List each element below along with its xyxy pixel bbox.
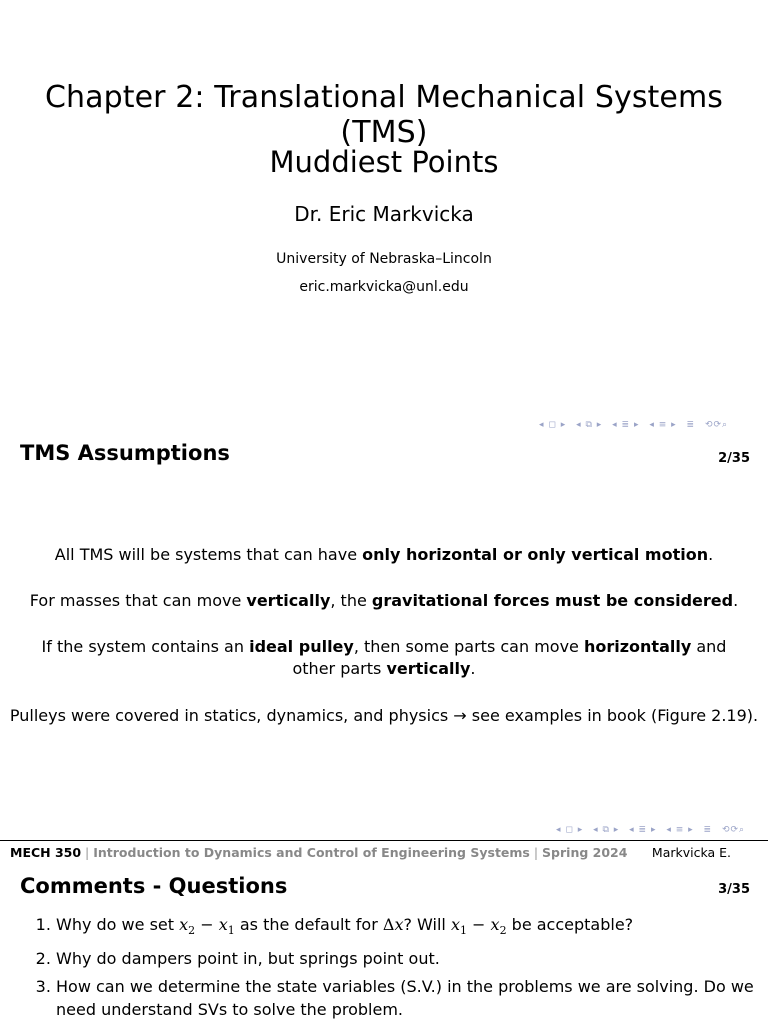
questions-list	[32, 913, 761, 1026]
slide2-title: TMS Assumptions	[20, 441, 230, 465]
beamer-navigation-2	[550, 825, 745, 835]
author-email: eric.markvicka@unl.edu	[299, 279, 469, 295]
course-description: Introduction to Dynamics and Control of Engineering Systems	[93, 845, 530, 860]
nav-section-icon[interactable]: ◂ ≣ ▸	[612, 420, 640, 430]
nav-section-icon[interactable]: ◂ ≣ ▸	[629, 825, 657, 835]
footer-author: Markvicka E.	[651, 845, 731, 860]
assumption-1: All TMS will be systems that can have only horizontal or only vertical motion.	[54, 545, 714, 564]
nav-outline-icon[interactable]: ◂ ≡ ▸	[666, 825, 694, 835]
nav-search-icon[interactable]: ⟲⟳⌕	[704, 420, 729, 430]
course-code: MECH 350	[10, 845, 82, 860]
institution: University of Nebraska–Lincoln	[276, 251, 492, 267]
pulley-note: Pulleys were covered in statics, dynamics, and physics → see examples in book (Figure 2.19).	[9, 706, 759, 725]
author-name: Dr. Eric Markvicka	[294, 202, 474, 226]
question-item: 3. How can we determine the state variables (S.V.) in the problems we are solving. Do we need understand SVs to solve the problem.	[56, 975, 761, 1021]
slide3-title: Comments - Questions	[20, 874, 288, 898]
beamer-navigation-1	[533, 420, 728, 430]
presentation-subtitle: Muddiest Points	[269, 145, 499, 179]
nav-align-icon[interactable]: ≣	[703, 825, 713, 835]
nav-frame-icon[interactable]: ◂ ◻ ▸	[539, 420, 567, 430]
course-term: Spring 2024	[542, 845, 628, 860]
assumption-2: For masses that can move vertically, the gravitational forces must be considered.	[29, 591, 739, 610]
slide2-page-number: 2/35	[718, 451, 750, 466]
question-item: 2. Why do dampers point in, but springs point out.	[56, 947, 761, 970]
nav-frame-icon[interactable]: ◂ ◻ ▸	[556, 825, 584, 835]
footer-course-info: MECH 350 | Introduction to Dynamics and Control of Engineering Systems | Spring 2024	[10, 845, 628, 860]
nav-subsection-icon[interactable]: ◂ ⧉ ▸	[576, 420, 603, 430]
nav-align-icon[interactable]: ≣	[686, 420, 696, 430]
question-item: 1. Why do we set $x_2 - x_1$ as the default for Δx? Will $x_1 - x_2$ be acceptable?	[56, 913, 761, 942]
slide3-page-number: 3/35	[718, 882, 750, 897]
footer-divider	[0, 840, 768, 841]
assumption-3: If the system contains an ideal pulley, then some parts can move horizontally and other parts vertically.	[41, 637, 727, 678]
chapter-title: Chapter 2: Translational Mechanical Systems (TMS)	[44, 80, 724, 150]
nav-outline-icon[interactable]: ◂ ≡ ▸	[649, 420, 677, 430]
nav-search-icon[interactable]: ⟲⟳⌕	[721, 825, 746, 835]
nav-subsection-icon[interactable]: ◂ ⧉ ▸	[593, 825, 620, 835]
